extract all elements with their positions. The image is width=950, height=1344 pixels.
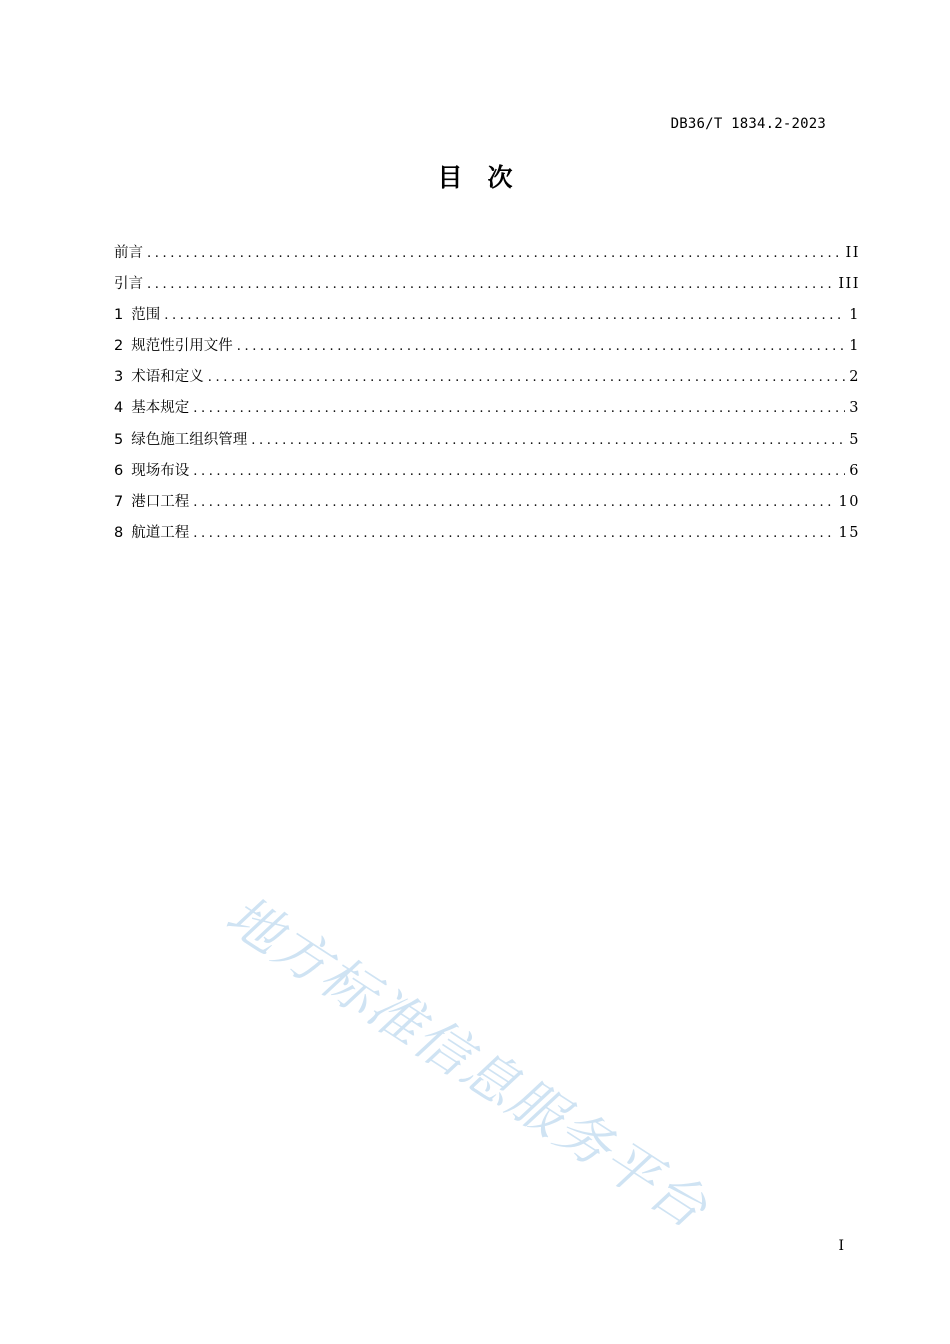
toc-entry-green-construction-management[interactable] — [114, 429, 860, 460]
toc-entry-foreword[interactable] — [114, 242, 860, 273]
toc-entry-scope[interactable] — [114, 304, 860, 335]
toc-list — [114, 242, 860, 553]
toc-entry-terms-definitions[interactable] — [114, 366, 860, 397]
dot-leader — [193, 492, 834, 514]
toc-entry-number: 4 — [114, 400, 124, 417]
dot-leader — [193, 398, 845, 420]
toc-entry-page: 5 — [849, 431, 860, 448]
toc-entry-page: 2 — [849, 369, 860, 386]
toc-entry-number: 2 — [114, 338, 124, 355]
toc-entry-number: 8 — [114, 524, 124, 541]
toc-entry-title: 港口工程 — [131, 493, 190, 510]
toc-entry-title: 绿色施工组织管理 — [131, 431, 248, 448]
dot-leader — [208, 367, 846, 389]
toc-entry-number: 3 — [114, 369, 124, 386]
toc-entry-page: 1 — [849, 307, 860, 324]
watermark: 地方标准信息服务平台 — [215, 883, 720, 1241]
toc-entry-basic-provisions[interactable] — [114, 397, 860, 428]
toc-entry-port-engineering[interactable] — [114, 491, 860, 522]
toc-entry-number: 5 — [114, 431, 124, 448]
toc-heading-char: 次 — [487, 163, 513, 192]
toc-entry-title: 范围 — [131, 307, 161, 324]
toc-entry-title: 航道工程 — [131, 524, 190, 541]
toc-entry-page: 1 — [849, 338, 860, 355]
toc-entry-number: 6 — [114, 462, 124, 479]
toc-entry-title: 基本规定 — [131, 400, 190, 417]
toc-entry-site-layout[interactable] — [114, 460, 860, 491]
toc-entry-page: 6 — [849, 462, 860, 479]
toc-entry-page: 15 — [838, 524, 860, 541]
toc-entry-page: 3 — [849, 400, 860, 417]
dot-leader — [147, 243, 842, 265]
dot-leader — [147, 274, 834, 296]
page-number: I — [838, 1238, 844, 1254]
toc-heading — [0, 160, 950, 196]
toc-entry-title: 规范性引用文件 — [131, 338, 233, 355]
document-code: DB36/T 1834.2-2023 — [670, 116, 826, 132]
toc-entry-number: 1 — [114, 307, 124, 324]
dot-leader — [193, 461, 845, 483]
dot-leader — [251, 430, 845, 452]
dot-leader — [193, 523, 834, 545]
toc-entry-waterway-engineering[interactable] — [114, 522, 860, 553]
toc-heading-char: 目 — [437, 163, 463, 192]
toc-entry-page: 10 — [838, 493, 860, 510]
toc-entry-normative-references[interactable] — [114, 335, 860, 366]
toc-entry-introduction[interactable] — [114, 273, 860, 304]
toc-entry-title: 现场布设 — [131, 462, 190, 479]
toc-entry-title: 前言 — [114, 245, 143, 261]
dot-leader — [237, 336, 846, 358]
toc-entry-title: 术语和定义 — [131, 369, 204, 386]
toc-entry-page: II — [845, 245, 860, 261]
toc-entry-number: 7 — [114, 493, 124, 510]
toc-entry-title: 引言 — [114, 276, 143, 293]
toc-entry-page: III — [838, 276, 860, 293]
dot-leader — [164, 305, 845, 327]
